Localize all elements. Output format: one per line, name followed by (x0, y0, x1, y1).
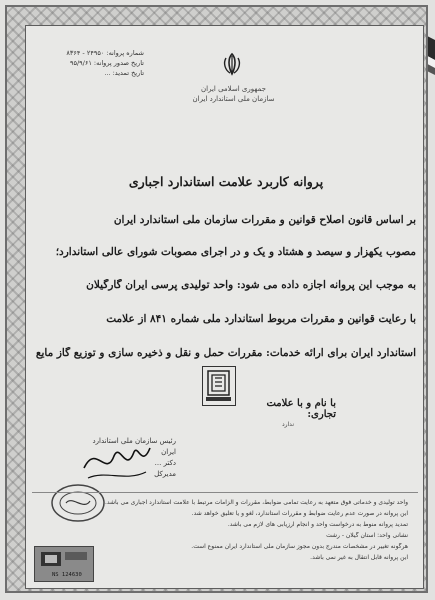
signatory-title: رئیس سازمان ملی استاندارد ایران (92, 437, 176, 456)
footer-note: این پروانه قابل انتقال به غیر نمی باشد. (310, 554, 408, 561)
ornamental-border (5, 5, 428, 593)
body-line-2: مصوب یکهزار و سیصد و هشتاد و یک و در اجرای مصوبات شورای عالی استاندارد؛ (55, 246, 416, 258)
certificate-number: شماره پروانه: ۲۴۹۵۰ - ۸۳۶۴ (66, 49, 144, 57)
issuer-header (146, 84, 321, 104)
trademark-logo (202, 366, 236, 406)
issue-date: تاریخ صدور پروانه: ۹۵/۹/۶۱ (69, 59, 144, 67)
republic-name: جمهوری اسلامی ایران (201, 85, 266, 93)
signatory-role: مدیرکل (154, 470, 176, 478)
footer-note: تمدید پروانه منوط به درخواست واحد و انجام ارزیابی های لازم می باشد. (227, 521, 408, 528)
certificate-meta (34, 48, 144, 78)
body-line-1: بر اساس قانون اصلاح قوانین و مقررات سازمان ملی استاندارد ایران (113, 214, 416, 226)
iran-emblem-icon (221, 52, 243, 76)
footer-note: این پروانه در صورت عدم رعایت ضوابط و مقررات استاندارد، لغو و یا تعلیق خواهد شد. (191, 510, 408, 517)
organization-name: سازمان ملی استاندارد ایران (192, 95, 275, 103)
trademark-none: ندارد (281, 421, 294, 428)
certificate-content (25, 25, 424, 589)
trademark-label: با نام و با علامت تجاری: (266, 398, 336, 420)
signatory-name: دکتر ... (154, 459, 176, 467)
certificate-title: پروانه کاربرد علامت استاندارد اجباری (128, 174, 324, 189)
footer-note: نشانی واحد: استان گیلان - رشت (326, 532, 408, 539)
body-line-3: به موجب این پروانه اجازه داده می شود: واحد تولیدی پرسی ایران گارگیلان (86, 279, 416, 291)
footer-note: واحد تولیدی و خدماتی فوق متعهد به رعایت تمامی ضوابط، مقررات و الزامات مرتبط با علامت استاندارد اجباری می باشد. (104, 499, 408, 506)
company-logo-icon (203, 367, 234, 404)
renewal-date: تاریخ تمدید: ... (104, 69, 144, 77)
serial-number: NS 124630 (52, 572, 82, 578)
body-line-5: استاندارد ایران برای ارائه خدمات: مقررات حمل و نقل و ذخیره سازی و توزیع گاز مایع (36, 347, 416, 359)
footer-note: هرگونه تغییر در مشخصات مندرج بدون مجوز سازمان ملی استاندارد ایران ممنوع است. (191, 543, 408, 550)
body-line-4: با رعایت قوانین و مقررات مربوط استاندارد ملی شماره ۸۴۱ از علامت (106, 313, 416, 325)
signatory-block (81, 436, 176, 480)
